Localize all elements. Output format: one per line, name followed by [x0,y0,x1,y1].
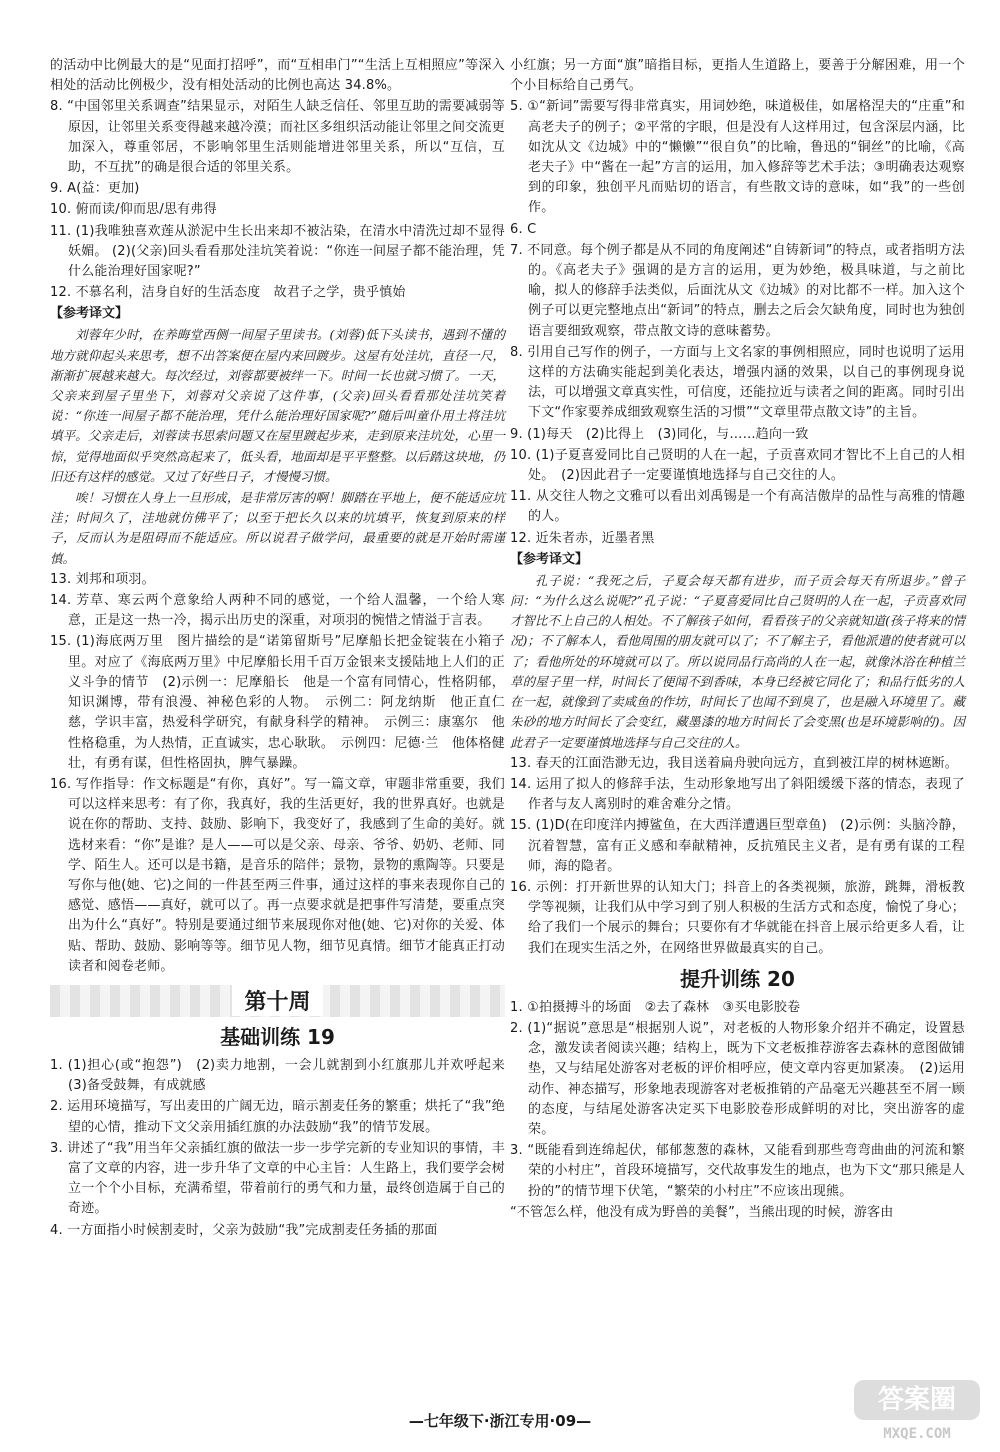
answer-item: 14. 运用了拟人的修辞手法，生动形象地写出了斜阳缓缓下落的情态，表现了作者与友人离别时的难舍难分之情。 [510,776,965,813]
answer-item: 2. 运用环境描写，写出麦田的广阔无边，暗示割麦任务的繁重；烘托了“我”绝望的心情，推动下文父亲用插红旗的办法鼓励“我”的情节发展。 [50,1099,505,1135]
translation-paragraph: 刘蓉年少时，在养晦堂西侧一间屋子里读书。(刘蓉)低下头读书，遇到不懂的地方就仰起头来思考，想不出答案便在屋内来回踱步。这屋有处洼坑，直径一尺，渐渐扩展越来越大。每次经过，刘蓉都要被绊一下。时间一长也就习惯了。一天，父亲来到屋子里坐下，刘蓉对父亲说了这件事，(父亲)回头看看那处洼坑笑着说：“你连一间屋子都不能治理，凭什么能治理好国家呢?”随后叫童仆用土将洼坑填平。父亲走后，刘蓉读书思索问题又在屋里踱起步来，走到原来洼坑处，心里一惊，觉得地面似乎突然高起来了，低头看，地面却是平平整整。以后踏这块地，仍旧还有这样的感觉。又过了好些日子，才慢慢习惯。 [50,327,505,484]
answer-item: 13. 刘邦和项羽。 [50,571,155,587]
answer-item: 15. (1)海底两万里 图片描绘的是“诺第留斯号”尼摩船长把金锭装在小箱子里。对应了《海底两万里》中尼摩船长用千百万金银来支援陆地上人们的正义斗争的情节 (2)示例一：尼摩船长 他是一个富有同情心，性格阴郁，知识渊博，带有浪漫、神秘色彩的人物。 示例二：阿龙纳斯 他正直仁慈，学识丰富，热爱科学研究，有献身科学的精神。 示例三：康塞尔 他性格稳重，为人热情，正直诚实，忠心耿耿。 示例四：尼德·兰 他体格健壮，有勇有谋，但性格固执，脾气暴躁。 [50,634,505,771]
translation-paragraph: 唉！习惯在人身上一旦形成，是非常厉害的啊！脚踏在平地上，便不能适应坑洼；时间久了，洼地就仿佛平了；以至于把长久以来的坑填平，恢复到原来的样子，反而认为是阻碍而不能适应。所以说君子做学问，最重要的就是开始时需谨慎。 [50,490,505,566]
translation-paragraph: 孔子说：“我死之后，子夏会每天都有进步，而子贡会每天有所退步。”曾子问：“为什么这么说呢?”孔子说：“子夏喜爱同比自己贤明的人在一起，子贡喜欢同才智比不上自己的人相处。不了解孩子如何，看看孩子的父亲就知道(孩子将来的情况)；不了解本人，看他周围的朋友就可以了；不了解主子，看他派遣的使者就可以了；看他所处的环境就可以了。所以说同品行高尚的人在一起，就像沐浴在种植兰草的屋子里一样，时间长了便闻不到香味，本身已经被它同化了；和品行低劣的人在一起，就像到了卖咸鱼的作坊，时间长了也闻不到臭了，也是融入环境里了。藏朱砂的地方时间长了会变红，藏墨漆的地方时间长了会变黑(也是环境影响的)。因此君子一定要谨慎地选择与自己交往的人。 [510,572,965,750]
answer-item: 的活动中比例最大的是“见面打招呼”，而“互相串门”“生活上互相照应”等深入相处的活动比例极少，没有相处活动的比例也高达 34.8%。 [50,58,505,94]
answer-item: 1. (1)担心(或“抱怨”) (2)卖力地割，一会儿就割到小红旗那儿并欢呼起来 (3)备受鼓舞，有成就感 [50,1057,519,1094]
answer-item: 13. 春天的江面浩渺无边，我目送着扁舟驶向远方，直到被江岸的树林遮断。 [510,755,959,771]
answer-item: 9. (1)每天 (2)比得上 (3)同化，与……趋向一致 [510,426,809,442]
answer-item: “不管怎么样，他没有成为野兽的美餐”，当熊出现的时候，游客由 [510,1204,894,1220]
answer-item: 6. C [510,221,537,237]
answer-item: 15. (1)D(在印度洋内搏鲨鱼，在大西洋遭遇巨型章鱼) (2)示例：头脑冷静，沉着智慧，富有正义感和奉献精神，反抗殖民主义者，是有勇有谋的工程师，海的隐者。 [510,818,965,874]
left-answers-after [50,570,505,977]
answer-item: 11. (1)我唯独喜欢莲从淤泥中生长出来却不被沾染，在清水中清洗过却不显得妖媚。 (2)(父亲)回头看看那处洼坑笑着说：“你连一间屋子都不能治理，凭什么能治理好国家呢?” [50,223,505,280]
answer-item: 14. 芳草、寒云两个意象给人两种不同的感觉，一个给人温馨，一个给人寒意，正是这一热一冷，揭示出历史的深重，对项羽的惋惜之情溢于言表。 [50,593,505,629]
section-title: 提升训练 20 [680,966,795,991]
answer-item: 12. 不慕名利，洁身自好的生活态度 故君子之学，贵乎慎始 [50,285,406,301]
answer-item: 10. (1)子夏喜爱同比自己贤明的人在一起，子贡喜欢同才智比不上自己的人相处。 (2)因此君子一定要谨慎地选择与自己交往的人。 [510,447,965,484]
answer-item: 2. (1)“据说”意思是“根据别人说”，对老板的人物形象介绍并不确定，设置悬念，激发读者阅读兴趣；结构上，既为下文老板推荐游客去森林的意图做铺垫，又与结尾处游客对老板的评价相呼应，使文章内容更加紧凑。 (2)运用动作、神态描写，形象地表现游客对老板推销的产品毫无兴趣甚至不屑一顾的态度，与结尾处游客决定买下电影胶卷形成鲜明的对比，突出游客的虚荣。 [510,1020,965,1137]
answer-item: 5. ①“新词”需要写得非常真实，用词妙绝，味道极佳，如屠格涅夫的“庄重”和高老夫子的例子；②平常的字眼，但是没有人这样用过，包含深层内涵，比如沈从文《边城》中的“懒懒”“很自负”的比喻，鲁迅的“铜丝”的比喻，《高老夫子》中“酱在一起”方言的运用，加入修辞等艺术手法；③明确表达观察到的印象，独创平凡而贴切的语言，有些散文诗的意味，如“我”的一些创作。 [510,99,965,216]
answer-item: 小红旗；另一方面“旗”暗指目标，更指人生道路上，要善于分解困难，用一个个小目标给自己勇气。 [510,58,965,94]
watermark-url: MXQE.COM [883,1426,951,1442]
reference-translation-label: 【参考译文】 [510,551,589,567]
watermark-logo: 答案圈 [854,1380,980,1420]
answer-item: 12. 近朱者赤，近墨者黑 [510,530,655,546]
answer-item: 1. ①拍摄搏斗的场面 ②去了森林 ③买电影胶卷 [510,999,801,1015]
reference-translation-label: 【参考译文】 [50,306,129,322]
answer-item: 3. “既能看到连绵起伏，郁郁葱葱的森林，又能看到那些弯弯曲曲的河流和繁荣的小村庄”，首段环境描写，交代故事发生的地点，也为下文“那只熊是人扮的”的情节埋下伏笔，“繁荣的小村庄”不应该出现熊。 [510,1143,965,1199]
answer-item: 11. 从交往人物之文雅可以看出刘禹锡是一个有高洁傲岸的品性与高雅的情趣的人。 [510,489,965,525]
week-banner [50,985,505,1017]
answer-item: 10. 俯而读/仰而思/思有弗得 [50,202,217,218]
answer-item: 3. 讲述了“我”用当年父亲插红旗的做法一步一步学完新的专业知识的事情，丰富了文章的内容，进一步升华了文章的中心主旨：人生路上，我们要学会树立一个个小目标，充满希望，带着前行的勇气和力量，最终创造属于自己的奇迹。 [50,1140,505,1217]
page-footer: —七年级下·浙江专用·09— [408,1412,592,1430]
answer-item: 16. 写作指导：作文标题是“有你，真好”。写一篇文章，审题非常重要，我们可以这样来思考：有了你，我真好，我的生活更好，我的世界真好。也就是说在你的帮助、支持、鼓励、影响下，我变好了，我感到了生命的美好。就选材来看：“你”是谁？是人——可以是父亲、母亲、爷爷、奶奶、老师、同学、陌生人。还可以是书籍，是音乐的陪伴；景物，景物的熏陶等。只要是写你与他(她、它)之间的一件甚至两三件事，通过这样的事来表现你自己的感觉、感悟——真好，就可以了。再一点要求就是把事件写清楚，要重点突出为什么“真好”。特别是要通过细节来展现你对他(她、它)对你的关爱、体贴、帮助、鼓励、影响等等。细节见人物，细节见真情。细节才能真正打动读者和阅卷老师。 [50,776,505,974]
answer-item: 9. A(益：更加) [50,181,140,197]
left-answers-top [50,56,505,303]
week-title: 第十周 [232,985,322,1016]
answer-item: 4. 一方面指小时候割麦时，父亲为鼓励“我”完成割麦任务插的那面 [50,1222,438,1238]
section-title: 基础训练 19 [220,1024,335,1049]
answer-item: 8. “中国邻里关系调查”结果显示，对陌生人缺乏信任、邻里互助的需要减弱等原因，让邻里关系变得越来越冷漠；而社区多组织活动能让邻里之间交流更加深入，尊重邻居，不影响邻里生活则能增进邻里关系，所以“互信，互助，不互扰”的确是很合适的邻里关系。 [50,99,505,176]
right-column [510,56,965,1224]
answer-item: 7. 不同意。每个例子都是从不同的角度阐述“自铸新词”的特点，或者指明方法的。《高老夫子》强调的是方言的运用，更为妙绝，极具味道，与之前比喻，拟人的修辞手法类似，后面沈从文《边城》的对比都不一样。加入这个例子可以更完整地点出“新词”的特点，删去之后会欠缺角度，同时也为独创语言要细致观察，带点散文诗的意味蓄势。 [510,242,965,339]
answer-item: 16. 示例：打开新世界的认知大门；抖音上的各类视频，旅游，跳舞，滑板教学等视频，让我们从中学习到了别人积极的生活方式和态度，愉悦了身心；给了我们一个展示的舞台；只要你有才华就能在抖音上展示给更多人看，让我们在现实生活之外，在网络世界做最真实的自己。 [510,879,965,956]
answer-item: 8. 引用自己写作的例子，一方面与上文名家的事例相照应，同时也说明了运用这样的方法确实能起到美化表达，增强内涵的效果，以自己的事例现身说法，可以增强文章真实性，可信度，还能拉近与读者之间的距离。同时引出下文“作家要养成细致观察生活的习惯”“文章里带点散文诗”的主旨。 [510,344,965,421]
left-column [50,56,519,1242]
watermark [848,1380,986,1442]
